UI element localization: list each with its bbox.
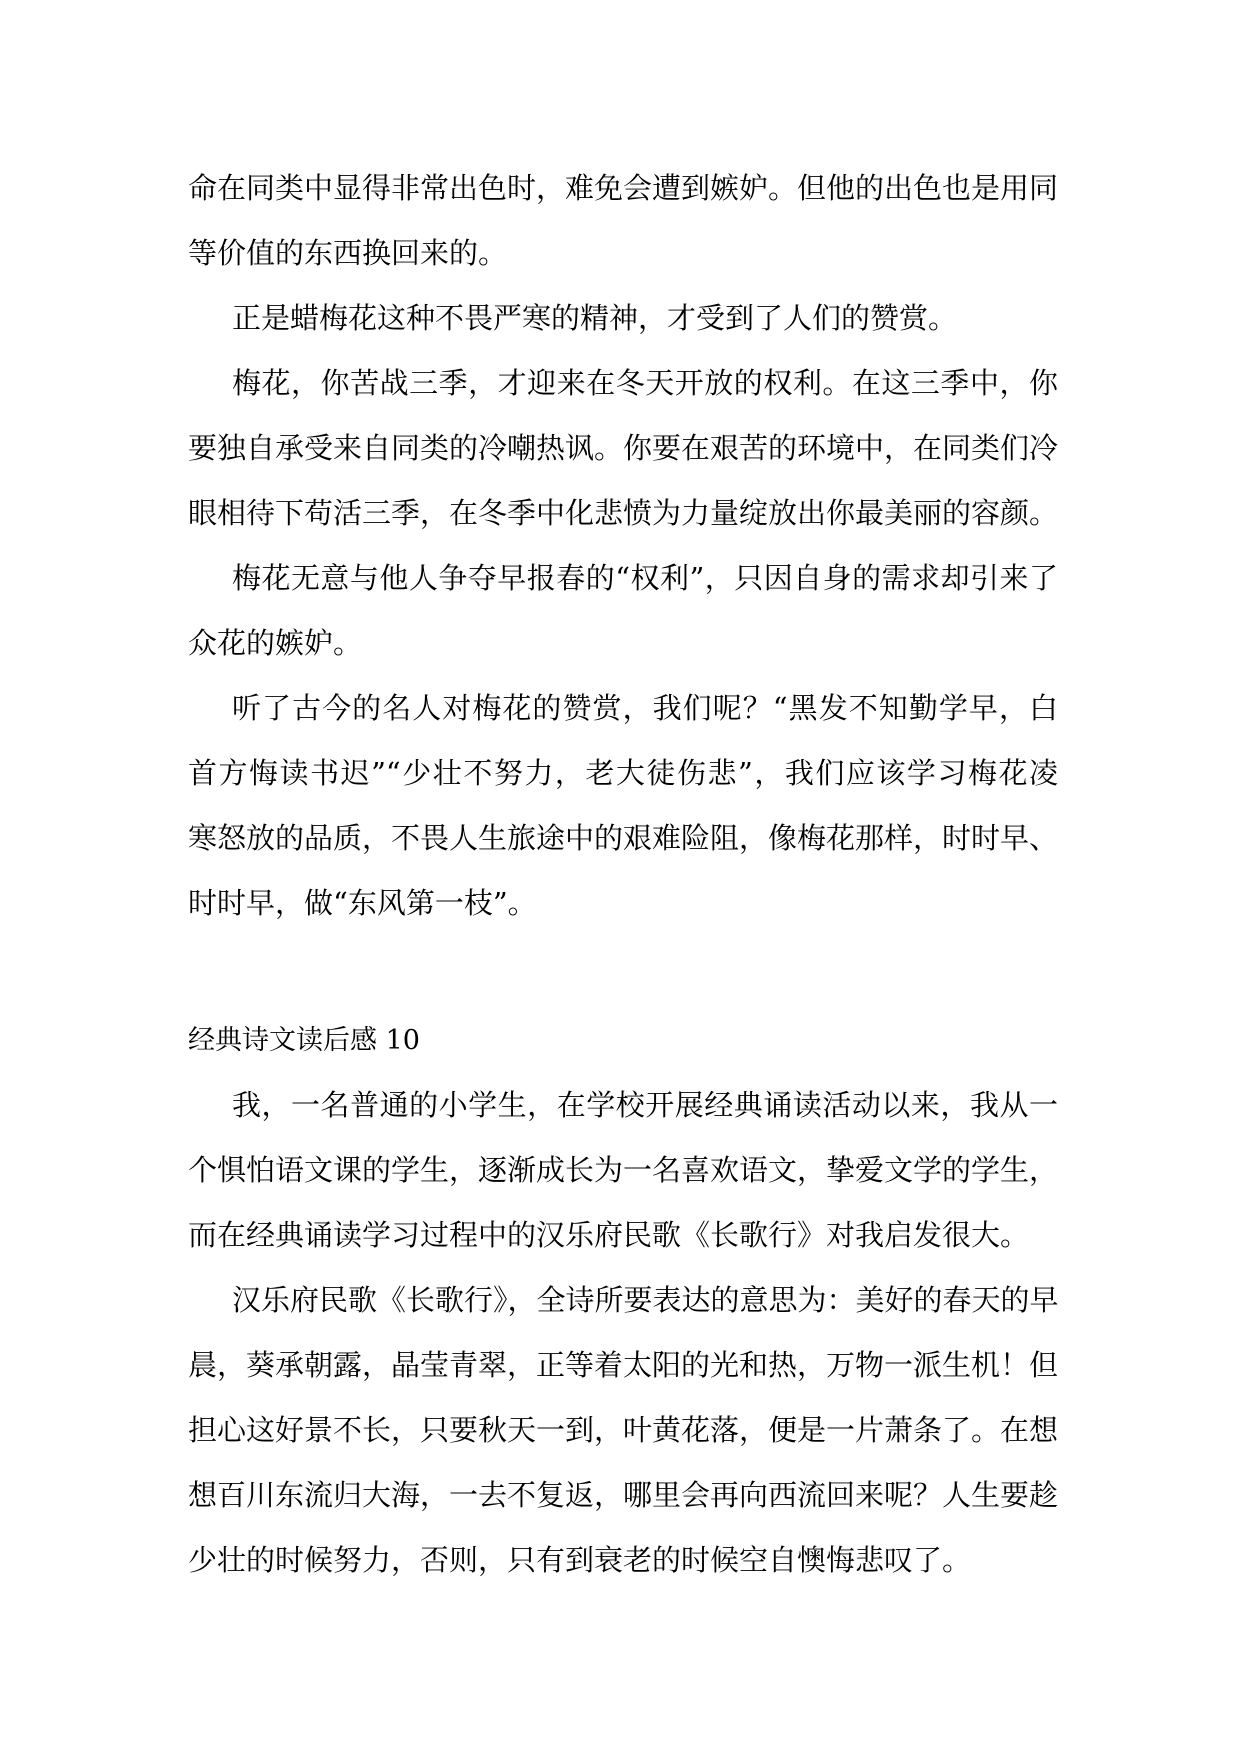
document-page [188,156,1058,1593]
section-heading: 经典诗文读后感 10 [188,1025,420,1056]
paragraph [188,1268,1058,1593]
paragraph [188,351,1058,546]
paragraph [188,546,1058,676]
text-line: 个惧怕语文课的学生，逐渐成长为一名喜欢语文，挚爱文学的学生， [188,1153,1059,1187]
text-line: 想百川东流归大海，一去不复返，哪里会再向西流回来呢？人生要趁 [188,1478,1059,1512]
paragraph [188,676,1058,936]
text-line: 要独自承受来自同类的冷嘲热讽。你要在艰苦的环境中，在同类们冷 [188,431,1059,465]
text-line: 正是蜡梅花这种不畏严寒的精神，才受到了人们的赞赏。 [232,301,958,335]
text-line: 晨，葵承朝露，晶莹青翠，正等着太阳的光和热，万物一派生机！但 [188,1348,1059,1382]
text-line: 首方悔读书迟”“少壮不努力，老大徒伤悲”，我们应该学习梅花凌 [188,756,1058,790]
text-line: 命在同类中显得非常出色时，难免会遭到嫉妒。但他的出色也是用同 [188,171,1059,205]
text-line: 时时早，做“东风第一枝”。 [188,886,537,920]
text-line: 少壮的时候努力，否则，只有到衰老的时候空自懊悔悲叹了。 [188,1543,972,1577]
text-line: 而在经典诵读学习过程中的汉乐府民歌《长歌行》对我启发很大。 [188,1218,1030,1252]
text-line: 梅花，你苦战三季，才迎来在冬天开放的权利。在这三季中，你 [232,366,1058,400]
paragraph [188,156,1058,286]
text-line: 担心这好景不长，只要秋天一到，叶黄花落，便是一片萧条了。在想 [188,1413,1059,1447]
text-line: 汉乐府民歌《长歌行》，全诗所要表达的意思为：美好的春天的早 [232,1283,1059,1317]
blank-spacer [188,936,1058,1008]
text-line: 听了古今的名人对梅花的赞赏，我们呢？“黑发不知勤学早，白 [232,691,1058,725]
text-line: 我，一名普通的小学生，在学校开展经典诵读活动以来，我从一 [232,1088,1058,1122]
text-line: 梅花无意与他人争夺早报春的“权利”，只因自身的需求却引来了 [232,561,1058,595]
text-line: 眼相待下苟活三季，在冬季中化悲愤为力量绽放出你最美丽的容颜。 [188,496,1059,530]
text-line: 等价值的东西换回来的。 [188,236,508,270]
paragraph [188,1073,1058,1268]
text-line: 众花的嫉妒。 [188,626,363,660]
text-line: 寒怒放的品质，不畏人生旅途中的艰难险阻，像梅花那样，时时早、 [188,821,1059,855]
paragraph [188,286,1058,351]
